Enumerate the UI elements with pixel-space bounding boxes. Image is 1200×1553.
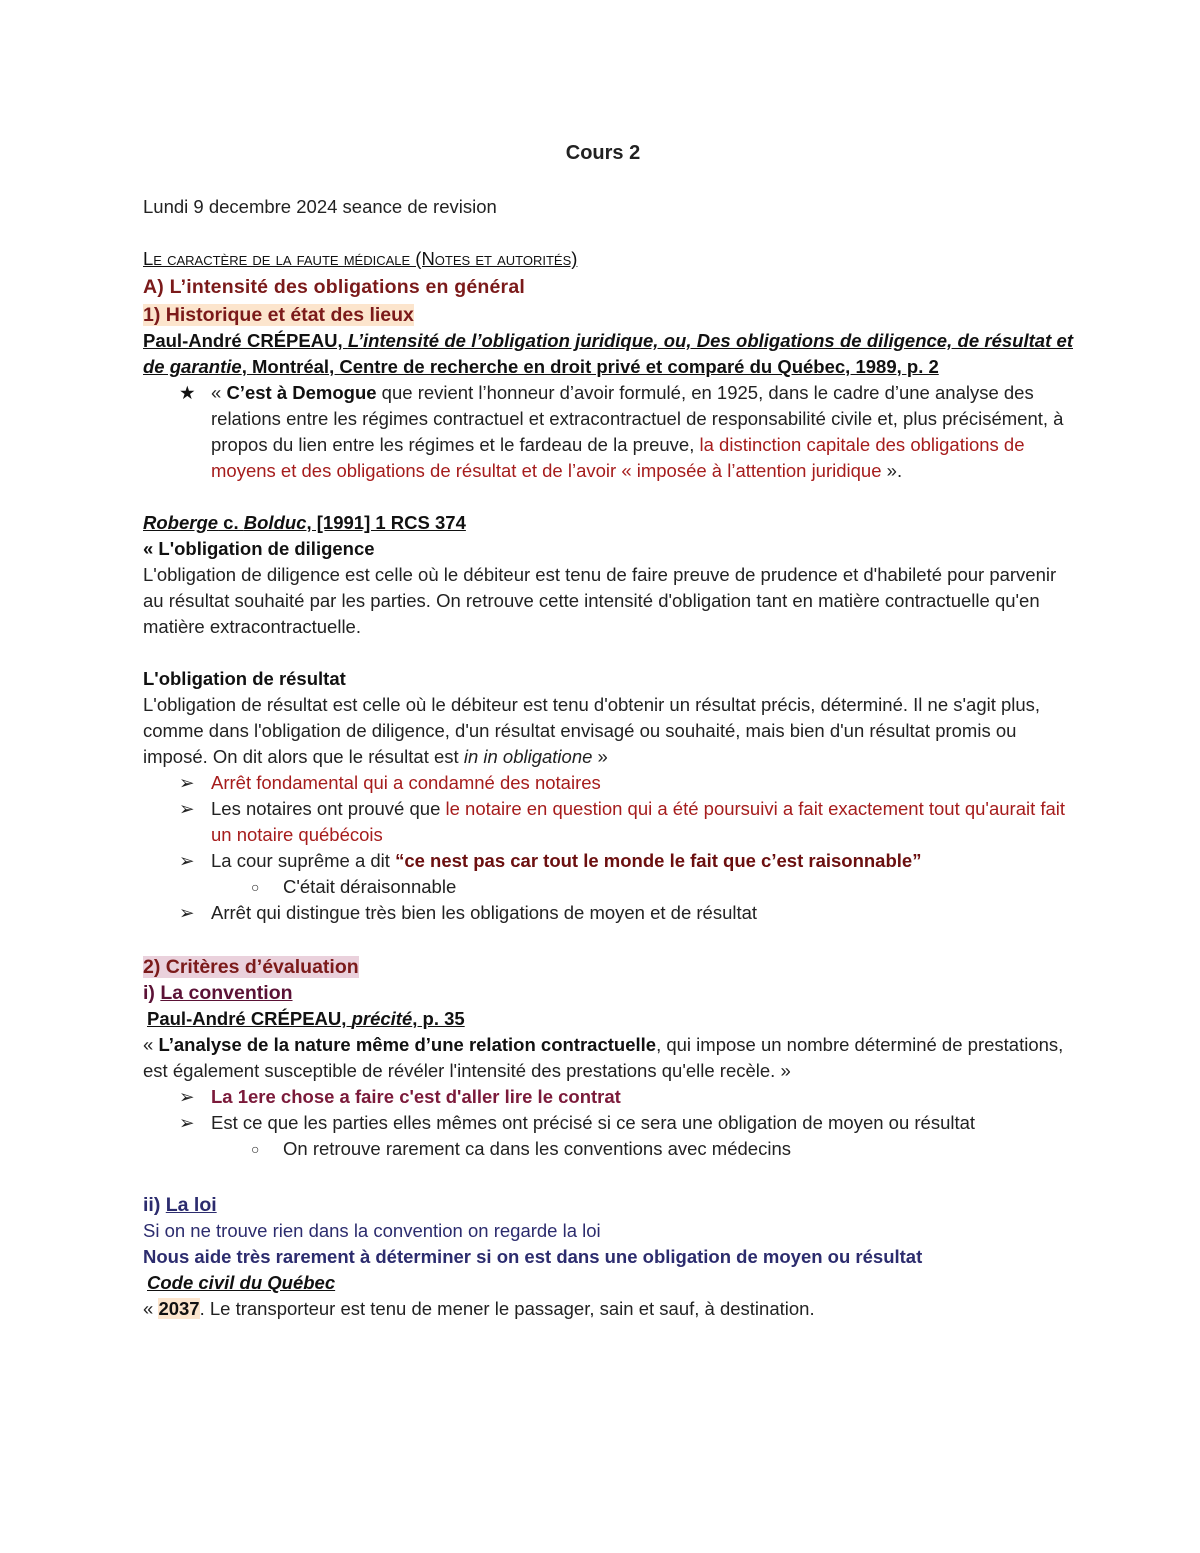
sub-bullet-text: C'était déraisonnable	[283, 876, 457, 897]
heading-2	[143, 954, 1073, 980]
circle-icon: ○	[251, 879, 260, 895]
bullet-red-text: le notaire en question qui a été poursuivi a fait exactement tout qu'aurait fait un notaire québécois	[211, 798, 1066, 845]
article-open: «	[143, 1298, 159, 1319]
crepeau-2-rest: , p. 35	[412, 1008, 465, 1029]
heading-2-text: 2) Critères d’évaluation	[143, 956, 359, 978]
star-text: que revient l’honneur d’avoir formulé, en 1925, dans le cadre d’une analyse des relations entre les régimes contractuel et extracontractuel de responsabilité civile et, plus précisément, à propos du lien entre les régimes et le fardeau de la preuve,	[211, 382, 1064, 455]
roberge-rest: , [1991] 1 RCS 374	[306, 512, 466, 533]
star-red: la distinction capitale des obligations de moyens et des obligations de résultat et de l’avoir « imposée à l’attention juridique	[211, 434, 1025, 481]
heading-a-text: A) L’intensité des obligations en général	[143, 276, 526, 298]
bullet-notaires	[143, 796, 1073, 848]
bullet-arret-fondamental	[143, 770, 1073, 796]
arrow-icon: ➢	[179, 798, 195, 819]
section-title	[143, 246, 1073, 272]
sub-bullet-medecins	[143, 1136, 1073, 1162]
resultat-paragraph	[143, 692, 1073, 770]
crepeau-2-author: Paul-André CRÉPEAU,	[147, 1008, 352, 1029]
crepeau-work: L’intensité de l’obligation juridique, ou, Des obligations de diligence, de résultat et de garantie	[143, 330, 1073, 377]
heading-i-num: i)	[143, 982, 161, 1004]
convention-open: «	[143, 1034, 159, 1055]
loi-bold: Nous aide très rarement à déterminer si on est dans une obligation de moyen ou résultat	[143, 1246, 923, 1267]
resultat-close: »	[592, 746, 608, 767]
article-text: . Le transporteur est tenu de mener le passager, sain et sauf, à destination.	[199, 1298, 815, 1319]
date-line: Lundi 9 decembre 2024 seance de revision	[143, 196, 497, 217]
resultat-text: L'obligation de résultat est celle où le débiteur est tenu d'obtenir un résultat précis, déterminé. Il ne s'agit plus, comme dans l'obligation de diligence, d'un résultat envisagé ou souhaité, mais bien d'un résultat promis ou imposé. On dit alors que le résultat est	[143, 694, 1041, 767]
crepeau-precite	[143, 1006, 1073, 1032]
star-icon: ★	[179, 382, 196, 403]
bullet-text: La 1ere chose a faire c'est d'aller lire le contrat	[211, 1086, 621, 1107]
crepeau-reference	[143, 328, 1073, 380]
document-title: Cours 2	[565, 142, 641, 164]
loi-text: Si on ne trouve rien dans la convention on regarde la loi	[143, 1220, 601, 1241]
heading-i	[143, 980, 1073, 1006]
sub-bullet-deraisonnable	[143, 874, 1073, 900]
heading-ii-text: La loi	[165, 1194, 217, 1216]
heading-1-text: 1) Historique et état des lieux	[143, 304, 414, 326]
convention-quote	[143, 1032, 1073, 1084]
heading-ii	[143, 1192, 1073, 1218]
bullet-text: La cour suprême a dit	[211, 850, 396, 871]
bullet-cour-supreme	[143, 848, 1073, 874]
resultat-italic: in in obligatione	[463, 746, 593, 767]
bullet-parties	[143, 1110, 1073, 1136]
crepeau-2-italic: précité	[351, 1008, 413, 1029]
roberge-name-b: Bolduc	[243, 512, 307, 533]
section-title-text: Le caractère de la faute médicale (Notes et autorités)	[143, 248, 578, 269]
star-close: ».	[881, 460, 903, 481]
code-civil-title: Code civil du Québec	[147, 1272, 336, 1293]
bullet-distingue	[143, 900, 1073, 926]
document-body	[143, 140, 1073, 1322]
arrow-icon: ➢	[179, 772, 195, 793]
heading-1	[143, 302, 1073, 328]
roberge-reference	[143, 510, 1073, 536]
star-bold: C’est à Demogue	[226, 382, 377, 403]
article-number: 2037	[158, 1298, 200, 1319]
bullet-lire-contrat	[143, 1084, 1073, 1110]
roberge-name-a: Roberge	[143, 512, 219, 533]
convention-text: , qui impose un nombre déterminé de prestations, est également susceptible de révéler l'intensité des prestations qu'elle recèle. »	[143, 1034, 1064, 1081]
bullet-text: Les notaires ont prouvé que	[211, 798, 446, 819]
bullet-bold-quote: “ce nest pas car tout le monde le fait que c’est raisonnable”	[395, 850, 922, 871]
resultat-heading: L'obligation de résultat	[143, 668, 346, 689]
roberge-mid: c.	[218, 512, 244, 533]
sub-bullet-text: On retrouve rarement ca dans les conventions avec médecins	[283, 1138, 791, 1159]
diligence-heading: « L'obligation de diligence	[143, 538, 375, 559]
convention-bold: L’analyse de la nature même d’une relation contractuelle	[158, 1034, 657, 1055]
diligence-text: L'obligation de diligence est celle où le débiteur est tenu de faire preuve de prudence et d'habileté pour parvenir au résultat souhaité par les parties. On retrouve cette intensité d'obligation tant en matière contractuelle qu'en matière extracontractuelle.	[143, 564, 1057, 637]
bullet-text: Arrêt fondamental qui a condamné des notaires	[211, 772, 601, 793]
heading-i-text: La convention	[160, 982, 293, 1004]
heading-a	[143, 274, 1073, 300]
crepeau-rest: , Montréal, Centre de recherche en droit privé et comparé du Québec, 1989, p. 2	[241, 356, 939, 377]
bullet-text: Est ce que les parties elles mêmes ont précisé si ce sera une obligation de moyen ou résultat	[211, 1112, 976, 1133]
arrow-icon: ➢	[179, 850, 195, 871]
heading-ii-num: ii)	[143, 1194, 166, 1216]
arrow-icon: ➢	[179, 1086, 195, 1107]
circle-icon: ○	[251, 1141, 260, 1157]
bullet-text: Arrêt qui distingue très bien les obligations de moyen et de résultat	[211, 902, 758, 923]
star-bullet	[143, 380, 1073, 484]
crepeau-author: Paul-André CRÉPEAU,	[143, 330, 348, 351]
article-2037	[143, 1296, 1073, 1322]
star-open: «	[211, 382, 227, 403]
arrow-icon: ➢	[179, 1112, 195, 1133]
arrow-icon: ➢	[179, 902, 195, 923]
